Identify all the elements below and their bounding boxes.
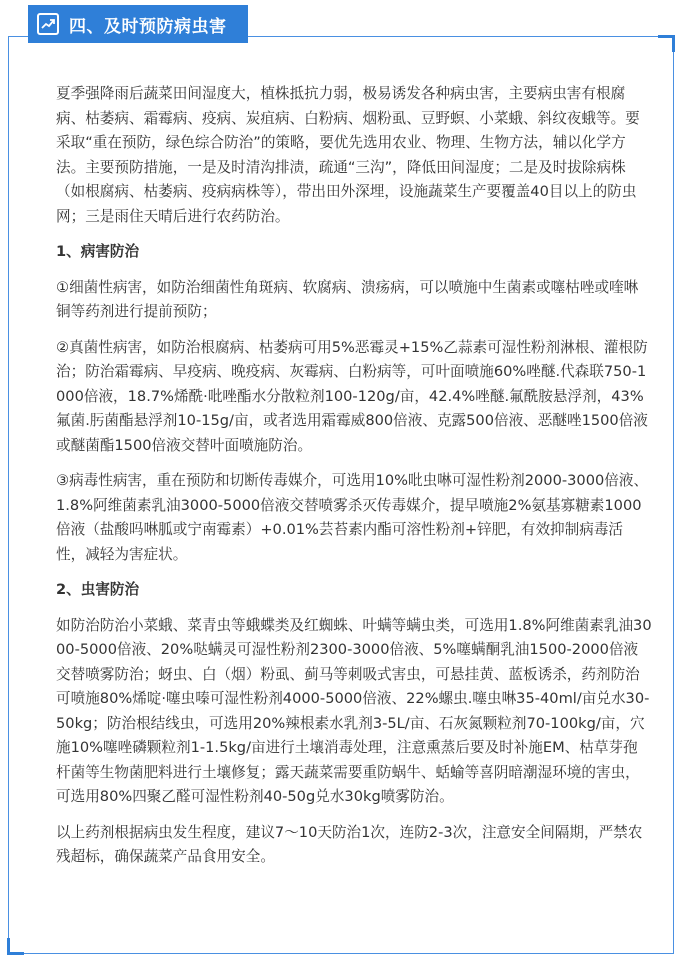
fungal-disease-paragraph: ②真菌性病害，如防治根腐病、枯萎病可用5%恶霉灵+15%乙蒜素可湿性粉剂淋根、灌根防治；防治霜霉病、早疫病、晚疫病、灰霉病、白粉病等，可叶面喷施60%唑醚.代森联750-1000倍液，18.7%烯酰·吡唑酯水分散粒剂100-120g/亩，42.4%唑醚.氟酰胺悬浮剂，43%氟菌.肟菌酯悬浮剂10-15g/亩，或者选用霜霉威800倍液、克露500倍液、恶醚唑1500倍液或醚菌酯1500倍液交替叶面喷施防治。 [56, 338, 648, 454]
trending-up-icon [37, 13, 59, 35]
frame-corner-bottom-left [7, 938, 24, 955]
closing-paragraph: 以上药剂根据病虫发生程度，建议7～10天防治1次，连防2-3次，注意安全间隔期，严禁农残超标，确保蔬菜产品食用安全。 [56, 823, 643, 865]
pest-control-paragraph: 如防治防治小菜蛾、菜青虫等蛾蝶类及红蜘蛛、叶螨等螨虫类，可选用1.8%阿维菌素乳油3000-5000倍液、20%哒螨灵可湿性粉剂2300-3000倍液、5%噻螨酮乳油1500-2000倍液交替喷雾防治；蚜虫、白（烟）粉虱、蓟马等刺吸式害虫，可悬挂黄、蓝板诱杀，药剂防治可喷施80%烯啶·噻虫嗪可湿性粉剂4000-5000倍液、22%螺虫.噻虫啉35-40ml/亩兑水30-50kg；防治根结线虫，可选用20%辣根素水乳剂3-5L/亩、石灰氮颗粒剂70-100kg/亩，穴施10%噻唑磷颗粒剂1-1.5kg/亩进行土壤消毒处理，注意熏蒸后要及时补施EM、枯草芽孢杆菌等生物菌肥料进行土壤修复；露天蔬菜需要重防蜗牛、蛞蝓等喜阴暗潮湿环境的害虫，可选用80%四聚乙醛可湿性粉剂40-50g兑水30kg喷雾防治。 [56, 616, 652, 805]
section-title: 四、及时预防病虫害 [69, 16, 227, 37]
disease-control-heading: 1、病害防治 [56, 243, 140, 260]
pest-control-heading: 2、虫害防治 [56, 581, 140, 598]
bacterial-disease-paragraph: ①细菌性病害，如防治细菌性角斑病、软腐病、溃疡病，可以喷施中生菌素或噻枯唑或喹啉铜等药剂进行提前预防； [56, 278, 639, 320]
article-body [56, 82, 652, 881]
section-header [28, 5, 248, 43]
viral-disease-paragraph: ③病毒性病害，重在预防和切断传毒媒介，可选用10%吡虫啉可湿性粉剂2000-3000倍液、1.8%阿维菌素乳油3000-5000倍液交替喷雾杀灭传毒媒介，提早喷施2%氨基寡糖素1000倍液（盐酸吗啉胍或宁南霉素）+0.01%芸苔素内酯可溶性粉剂+锌肥，有效抑制病毒活性，减轻为害症状。 [56, 472, 649, 563]
intro-paragraph: 夏季强降雨后蔬菜田间湿度大，植株抵抗力弱，极易诱发各种病虫害，主要病虫害有根腐病、枯萎病、霜霉病、疫病、炭疽病、白粉病、烟粉虱、豆野螟、小菜蛾、斜纹夜蛾等。要采取“重在预防，绿色综合防治”的策略，要优先选用农业、物理、生物方法，辅以化学方法。主要预防措施，一是及时清沟排渍，疏通“三沟”，降低田间湿度；二是及时拔除病株（如根腐病、枯萎病、疫病病株等），带出田外深埋，设施蔬菜生产要覆盖40目以上的防虫网；三是雨住天晴后进行农药防治。 [56, 85, 640, 225]
frame-corner-top-right [658, 35, 675, 52]
